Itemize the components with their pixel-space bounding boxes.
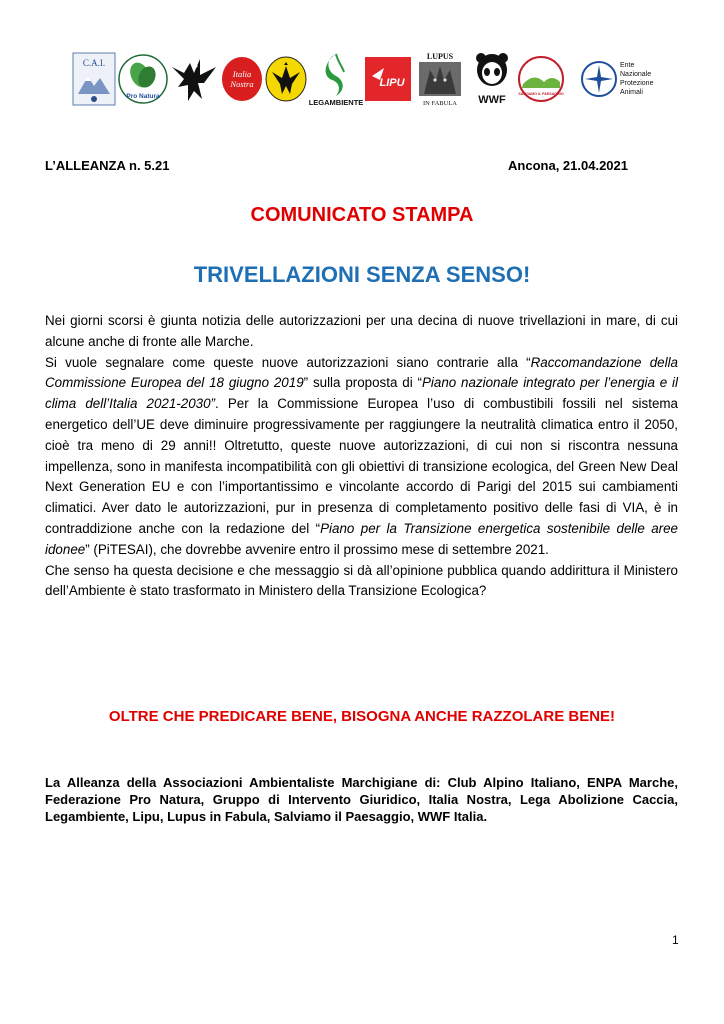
document-reference: L’ALLEANZA n. 5.21 xyxy=(45,158,170,173)
body-text xyxy=(45,311,678,602)
enpa-logo-text-1: Ente xyxy=(620,62,635,69)
signatories: La Alleanza della Associazioni Ambientaliste Marchigiane di: Club Alpino Italiano, ENPA Marche, Federazione Pro Natura, Gruppo di Intervento Giuridico, Italia Nostra, Lega Abolizione Caccia, Legambiente, Lipu, Lupus in Fabula, Salviamo il Paesaggio, WWF Italia. xyxy=(45,775,678,824)
enpa-logo-text-2: Nazionale xyxy=(620,71,652,78)
eagle-logo xyxy=(170,50,218,108)
paragraph-main-part: ” sulla proposta di “ xyxy=(303,375,422,391)
citation-piano-nazionale: Piano nazionale integrato per l’energia e il clima dell’Italia 2021-2030” xyxy=(45,375,678,412)
press-release-label: COMUNICATO STAMPA xyxy=(250,204,474,226)
place-date: Ancona, 21.04.2021 xyxy=(508,158,628,173)
lupus-logo-text-2: IN FABULA xyxy=(422,100,458,107)
enpa-logo xyxy=(580,50,656,108)
slogan: OLTRE CHE PREDICARE BENE, BISOGNA ANCHE RAZZOLARE BENE! xyxy=(108,708,616,725)
legambiente-logo xyxy=(308,50,364,108)
lac-logo xyxy=(264,50,308,108)
pronatura-logo-text: Pro Natura xyxy=(126,93,160,100)
wwf-logo xyxy=(472,50,512,108)
lipu-logo-text: LIPU xyxy=(379,77,405,89)
italianostra-logo xyxy=(220,50,264,108)
page-number: 1 xyxy=(672,933,679,947)
paesaggio-logo-text: SALVIAMO IL PAESAGGIO xyxy=(518,92,564,96)
enpa-logo-text-4: Animali xyxy=(620,89,643,96)
page-title: TRIVELLAZIONI SENZA SENSO! xyxy=(193,262,531,287)
cai-logo-text: C.A.I. xyxy=(82,58,106,68)
italianostra-logo-text-1: Italia xyxy=(232,69,252,79)
paragraph-intro: Nei giorni scorsi è giunta notizia delle autorizzazioni per una decina di nuove trivellazioni in mare, di cui alcune anche di fronte alle Marche. xyxy=(45,313,678,349)
citation-pitesai: Piano per la Transizione energetica sostenibile delle aree idonee xyxy=(45,520,679,557)
lupus-logo-text-1: LUPUS xyxy=(426,52,454,61)
wwf-logo-text: WWF xyxy=(478,94,506,106)
pronatura-logo xyxy=(118,50,168,108)
paragraph-main-part: Si vuole segnalare come queste nuove autorizzazioni siano contrarie alla “ xyxy=(45,354,531,370)
paragraph-main-part: ” (PiTESAI), che dovrebbe avvenire entro il prossimo mese di settembre 2021. xyxy=(85,541,549,557)
lipu-logo xyxy=(364,50,412,108)
enpa-logo-text-3: Protezione xyxy=(620,80,654,87)
cai-logo xyxy=(72,50,116,108)
italianostra-logo-text-2: Nostra xyxy=(230,79,254,89)
paragraph-main-part: . Per la Commissione Europea l’uso di combustibili fossili nel sistema energetico dell’UE deve diminuire progressivamente per raggiungere la neutralità climatica entro il 2050, cioè tra meno di 29 anni!! Oltretutto, queste nuove autorizzazioni, di cui non si riscontra nessuna impellenza, sono in manifesta incompatibilità con gli obiettivi di transizione ecologica, del Green New Deal Next Generation EU e con l’importantissimo e vincolante accordo di Parigi del 2015 sui cambiamenti climatici. Aver dato le autorizzazioni, pur in presenza di completamento positivo delle fasi di VIA, è in contraddizione anche con la redazione del “ xyxy=(45,396,679,536)
salviamo-paesaggio-logo xyxy=(516,50,566,108)
paragraph-main xyxy=(45,353,678,561)
paragraph-question: Che senso ha questa decisione e che messaggio si dà all’opinione pubblica quando addirittura il Ministero dell’Ambiente è stato trasformato in Ministero della Transizione Ecologica? xyxy=(45,562,678,599)
legambiente-logo-text: LEGAMBIENTE xyxy=(308,98,364,107)
citation-raccomandazione: Raccomandazione della Commissione Europea del 18 giugno 2019 xyxy=(45,354,678,391)
lupus-in-fabula-logo xyxy=(414,50,466,108)
